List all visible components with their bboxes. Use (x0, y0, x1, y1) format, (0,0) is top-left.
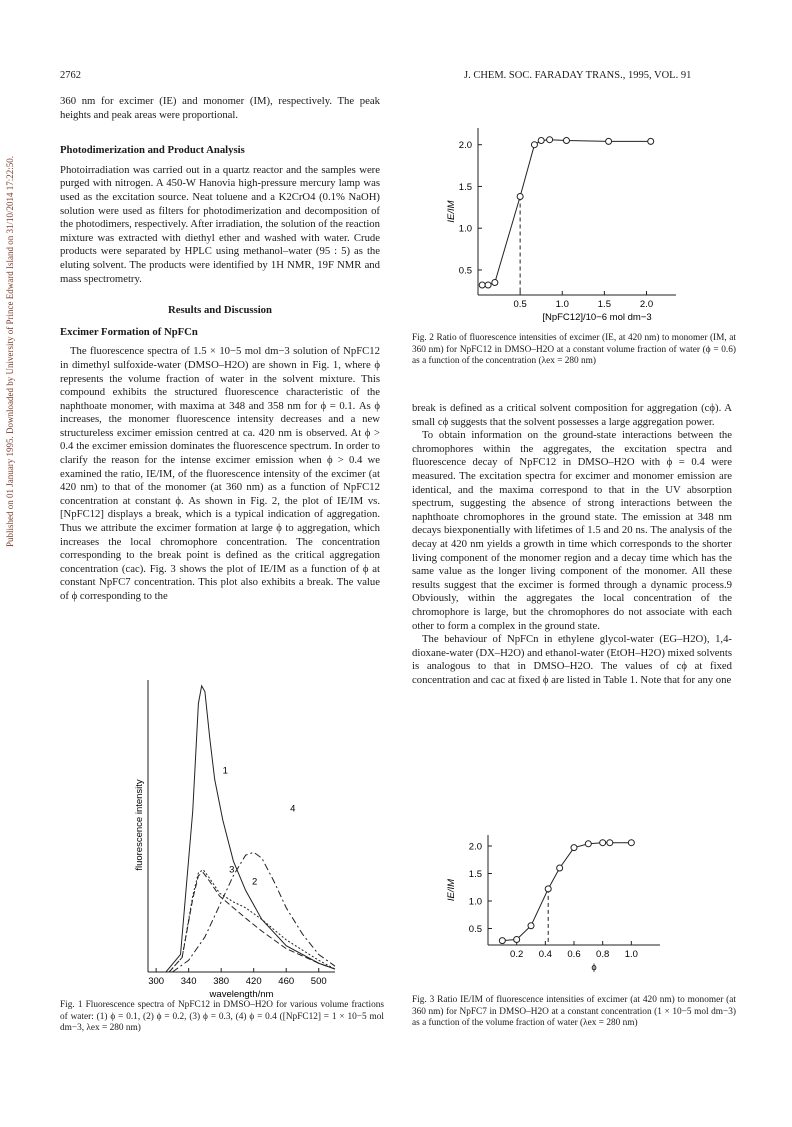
fig3-y-axis-label: IE/IM (446, 878, 457, 902)
fig1-x-axis-label: wavelength/nm (209, 989, 274, 1000)
fig3-x-tick-label: 0.4 (538, 949, 552, 960)
intro-paragraph: 360 nm for excimer (IE) and monomer (IM), respectively. The peak heights and peak areas were proportional. (60, 95, 380, 121)
fig3-point (628, 840, 634, 846)
fig2-point (531, 142, 537, 148)
fig2-line (482, 140, 651, 285)
fig3-line (502, 843, 631, 941)
fig2-x-tick-label: 0.5 (513, 299, 527, 310)
fig3-y-tick-label: 1.5 (468, 869, 482, 880)
fig1-series-3-label: 3 (229, 864, 235, 876)
fig2-point (563, 138, 569, 144)
fig1-x-tick-label: 300 (148, 976, 165, 987)
fig1-caption: Fig. 1 Fluorescence spectra of NpFC12 in DMSO–H2O for various volume fractions of water: (1) ϕ = 0.1, (2) ϕ = 0.2, (3) ϕ = 0.3, (4) ϕ = 0.4 ([NpFC12] = 1 × 10−5 mol dm−3, λex = 280 nm) (60, 1000, 384, 1034)
fig3-point (514, 937, 520, 943)
section-heading-photodimerization: Photodimerization and Product Analysis (60, 144, 245, 157)
fig2-x-tick-label: 1.0 (555, 299, 569, 310)
fig2-point (517, 193, 523, 199)
fig2-point (485, 282, 491, 288)
fig3-chart (440, 830, 680, 990)
fig3-y-tick-label: 0.5 (468, 924, 482, 935)
fig1-y-axis-label: fluorescence intensity (134, 779, 145, 871)
fig3-caption: Fig. 3 Ratio IE/IM of fluorescence intensities of excimer (at 420 nm) to monomer (at 360 nm) for NpFC7 in DMSO–H2O at a constant concentration (1 × 10−5 mol dm−3) as a function of the volume fraction of water (λex = 280 nm) (412, 995, 736, 1029)
right-column (412, 402, 732, 687)
fig3-point (499, 938, 505, 944)
journal-header: J. CHEM. SOC. FARADAY TRANS., 1995, VOL. 91 (464, 70, 692, 81)
fig3-y-tick-label: 2.0 (468, 841, 482, 853)
fig1-series-2-line (169, 873, 335, 972)
fig1-chart (130, 675, 345, 1000)
page-number: 2762 (60, 70, 81, 81)
fig1-series-2-label: 2 (251, 876, 258, 888)
fig2-point (538, 138, 544, 144)
fig3-point (545, 886, 551, 892)
fig3-point (528, 923, 534, 929)
fig3-point (600, 840, 606, 846)
fig3-point (585, 841, 591, 847)
fig2-x-axis-label: [NpFC12]/10−6 mol dm−3 (542, 312, 652, 323)
fig3-point (557, 865, 563, 871)
fig1-x-tick-label: 340 (180, 976, 197, 987)
right-paragraph-1: break is defined as a critical solvent composition for aggregation (cϕ). A small cϕ suggests that the solvent possesses a large aggregation power. (412, 402, 732, 428)
fig3-x-axis-label: ϕ (591, 962, 597, 973)
right-paragraph-3: The behaviour of NpFCn in ethylene glycol-water (EG–H2O), 1,4-dioxane-water (DX–H2O) and ethanol-water (EtOH–H2O) mixed solvents is analogous to that in DMSO–H2O. The values of cϕ at fixed concentration and cac at fixed ϕ are listed in Table 1. Note that for any one (412, 633, 732, 686)
fig3-y-tick-label: 1.0 (468, 896, 482, 908)
right-paragraph-2: To obtain information on the ground-state interactions between the chromophores within the aggregates, the excitation spectra and fluorescence decay of NpFC12 in DMSO–H2O with ϕ = 0.4 were measured. The excitation spectra for excimer and monomer emission are identical, and the maxima correspond to that in the UV absorption spectrum, suggesting the absence of strong interactions between the naphthoate chromophores in the ground state. The emission at 348 nm decays biexponentially with lifetimes of 1.5 and 20 ns. The analysis of the decay at 420 nm yields a growth in time which corresponds to the shorter living component of the monomer region and a decay time which has the same value as the longer living component of the monomer. All these results suggest that the excimer is formed through a dynamic process.9 Obviously, within the aggregates the local concentration of the chromophore is large, but the chromophores do not associate with each other to form a complex in the ground state. (412, 429, 732, 632)
fig1-series-1-label: 1 (222, 765, 228, 777)
publication-note: Published on 01 January 1995. Downloaded by University of Prince Edward Island on 31/10/2014 17:22:50. (5, 156, 15, 547)
fig2-y-tick-label: 2.0 (458, 140, 472, 152)
fig2-y-axis-label: IE/IM (446, 200, 457, 223)
fig1-series-4-label: 4 (290, 803, 296, 815)
fig2-point (492, 279, 498, 285)
fig2-y-tick-label: 1.5 (458, 181, 472, 193)
fig3-x-tick-label: 1.0 (624, 949, 638, 960)
fig1-series-4-line (172, 852, 335, 972)
fig2-chart (440, 120, 680, 330)
fig1-x-tick-label: 500 (310, 976, 327, 987)
left-column (60, 95, 380, 604)
fig2-y-tick-label: 0.5 (458, 265, 472, 277)
fig1-x-tick-label: 420 (245, 976, 262, 987)
fig1-x-tick-label: 460 (278, 976, 295, 987)
results-paragraph: The fluorescence spectra of 1.5 × 10−5 mol dm−3 solution of NpFC12 in dimethyl sulfoxide-water (DMSO–H2O) are shown in Fig. 1, where ϕ represents the volume fraction of water in the solvent mixture. This compound exhibits the structured fluorescence characteristic of the naphthoate monomer, with maxima at 348 and 358 nm for ϕ = 0.1. As ϕ increases, the monomer fluorescence intensity decreases and a new structureless excimer emission centred at ca. 420 nm is observed. At ϕ > 0.4 the excimer emission dominates the fluorescence spectrum. In order to clarify the reason for the intense excimer emission when ϕ > 0.4 we examined the ratio, IE/IM, of the fluorescence intensity of the excimer (at 420 nm) to that of the monomer (at 360 nm) as a function of NpFC12 concentration at constant ϕ. As shown in Fig. 2, the plot of IE/IM vs. [NpFC12] displays a break, which is a typical indication of aggregation. Thus we attribute the excimer formation at large ϕ to aggregation, which increases the local chromophore concentration. The concentration corresponding to the break point is defined as the critical aggregation concentration (cac). Fig. 3 shows the plot of IE/IM as a function of ϕ at constant NpFC7 concentration. This plot also exhibits a break. The value of ϕ corresponding to the (60, 345, 380, 602)
fig2-point (547, 137, 553, 143)
fig3-x-tick-label: 0.8 (596, 949, 610, 960)
fig2-point (648, 138, 654, 144)
fig2-x-tick-label: 1.5 (597, 299, 611, 310)
fig2-point (606, 138, 612, 144)
fig3-x-tick-label: 0.2 (510, 949, 524, 960)
fig1-x-tick-label: 380 (213, 976, 230, 987)
fig2-point (479, 282, 485, 288)
fig2-caption: Fig. 2 Ratio of fluorescence intensities of excimer (IE, at 420 nm) to monomer (IM, at 360 nm) for NpFC12 in DMSO–H2O at a constant volume fraction of water (ϕ = 0.6) as a function of the concentration (λex = 280 nm) (412, 333, 736, 367)
results-heading: Results and Discussion (168, 304, 272, 317)
fig2-x-tick-label: 2.0 (639, 299, 654, 310)
fig3-point (607, 840, 613, 846)
fig1-series-1-line (166, 686, 335, 972)
fig3-point (571, 845, 577, 851)
fig2-y-tick-label: 1.0 (458, 223, 472, 235)
photodimerization-paragraph: Photoirradiation was carried out in a quartz reactor and the samples were purged with nitrogen. A 450-W Hanovia high-pressure mercury lamp was used as the excitation source. Neat toluene and a K2CrO4 (0.1% NaOH) solution were used as filters for photodimerization and decomposition of the photodimers, respectively. After irradiation, the solution of the reaction mixture was extracted with diethyl ether and washed with water. Crude products were separated by HPLC using methanol–water (95 : 5) as the eluting solvent. The products were identified by 1H NMR, 19F NMR and mass spectrometry. (60, 163, 380, 285)
excimer-heading: Excimer Formation of NpFCn (60, 325, 198, 338)
fig3-x-tick-label: 0.6 (567, 949, 581, 960)
